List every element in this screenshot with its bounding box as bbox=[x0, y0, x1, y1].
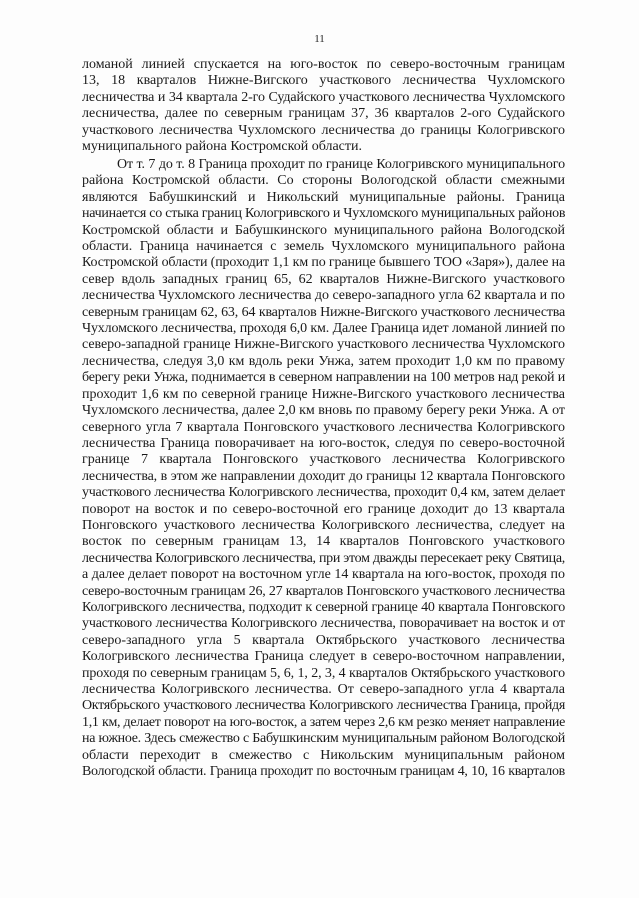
text-line: 13, 18 кварталов Нижне-Вигского участкового лесничества Чухломского bbox=[82, 73, 565, 89]
text-line: лесничества Чухломского лесничества до северо-западного угла 62 квартала и по bbox=[82, 288, 565, 304]
text-line: северо-восточным границам 26, 27 кварталов Понговского участкового лесничества bbox=[82, 583, 565, 599]
text-line: поворот на восток и по северо-восточной его границе доходит до 13 квартала bbox=[82, 501, 565, 517]
text-line: Костромской области и Бабушкинского муниципального района Вологодской bbox=[82, 222, 565, 238]
text-line: 1,1 км, делает поворот на юго-восток, а затем через 2,6 км резко меняет направление bbox=[82, 714, 565, 730]
text-line: границе 7 квартала Понговского участкового лесничества Кологривского bbox=[82, 452, 565, 468]
text-line: лесничества и 34 квартала 2-го Судайского участкового лесничества Чухломского bbox=[82, 89, 565, 105]
text-line: муниципального района Костромской области. bbox=[82, 139, 363, 155]
page-number: 11 bbox=[314, 33, 325, 45]
text-line: северо-западной границе Нижне-Вигского участкового лесничества Чухломского bbox=[82, 337, 565, 353]
text-line: Вологодской области. Граница проходит по восточным границам 4, 10, 16 кварталов bbox=[82, 764, 565, 780]
text-line: От т. 7 до т. 8 Граница проходит по границе Кологривского муниципального bbox=[117, 157, 565, 172]
text-line: а далее делает поворот на восточном угле 14 квартала на юго-восток, проходя по bbox=[82, 567, 565, 583]
text-line: лесничества, далее по северным границам 37, 36 кварталов 2-ого Судайского bbox=[82, 106, 565, 122]
text-line: лесничества, в этом же направлении доходит до границы 12 квартала Понговского bbox=[82, 468, 565, 484]
text-line: проходит 1,6 км по северной границе Нижне-Вигского участкового лесничества bbox=[82, 386, 565, 402]
text-line: лесничества, следуя 3,0 км вдоль реки Унжа, затем проходит 1,0 км по правому bbox=[82, 353, 565, 369]
text-line: области переходит в смежество с Никольским муниципальным районом bbox=[82, 747, 565, 763]
text-line: на южное. Здесь смежество с Бабушкинским муниципальным районом Вологодской bbox=[82, 731, 565, 747]
text-line: Октябрьского участкового лесничества Кологривского лесничества Граница, пройдя bbox=[82, 698, 565, 714]
text-line: Чухломского лесничества, проходя 6,0 км. Далее Граница идет ломаной линией по bbox=[82, 321, 565, 337]
text-line: берегу реки Унжа, поднимается в северном направлении на 100 метров над рекой и bbox=[82, 370, 565, 386]
text-line: лесничества Кологривского лесничества. От северо-западного угла 4 квартала bbox=[82, 682, 565, 697]
text-line: Костромской области (проходит 1,1 км по границе бывшего ТОО «Заря»), далее на bbox=[82, 255, 566, 271]
text-line: лесничества Граница поворачивает на юго-восток, следуя по северо-восточной bbox=[82, 435, 565, 451]
text-line: ломаной линией спускается на юго-восток по северо-восточным границам bbox=[82, 57, 565, 72]
text-line: Понговского участкового лесничества Кологривского лесничества, следует на bbox=[82, 517, 565, 533]
text-line: северо-западного угла 5 квартала Октябрьского участкового лесничества bbox=[82, 632, 565, 648]
text-line: северного угла 7 квартала Понговского участкового лесничества Кологривского bbox=[82, 419, 565, 435]
text-line: проходя по северным границам 5, 6, 1, 2, 3, 4 кварталов Октябрьского участкового bbox=[82, 665, 565, 681]
text-line: начинается со стыка границ Кологривского и Чухломского муниципальных районов bbox=[82, 206, 566, 222]
text-line: участкового лесничества Кологривского лесничества, поворачивает на восток и от bbox=[82, 616, 565, 632]
paragraph-2 bbox=[82, 157, 565, 780]
text-line: области. Граница начинается с земель Чухломского муниципального района bbox=[82, 239, 565, 255]
text-line: Кологривского лесничества Граница следует в северо-восточном направлении, bbox=[82, 649, 565, 665]
text-line: восток по северным границам 13, 14 кварталов Понговского участкового bbox=[82, 534, 565, 550]
text-line: Кологривского лесничества, подходит к северной границе 40 квартала Понговского bbox=[82, 599, 565, 615]
paragraph-1 bbox=[82, 57, 565, 155]
text-line: северным границам 62, 63, 64 кварталов Нижне-Вигского участкового лесничества bbox=[82, 304, 565, 320]
text-line: Чухломского лесничества, далее 2,0 км вновь по правому берегу реки Унжа. А от bbox=[82, 403, 565, 419]
text-line: лесничества Кологривского лесничества, при этом дважды пересекает реку Святица, bbox=[82, 550, 565, 566]
text-line: север вдоль западных границ 65, 62 кварталов Нижне-Вигского участкового bbox=[82, 271, 565, 287]
text-line: района Костромской области. Со стороны Вологодской области смежными bbox=[82, 173, 565, 189]
text-line: участкового лесничества Чухломского лесничества до границы Кологривского bbox=[82, 122, 565, 138]
text-line: являются Бабушкинский и Никольский муниципальные районы. Граница bbox=[82, 189, 565, 205]
text-line: участкового лесничества Кологривского лесничества, проходит 0,4 км, затем делает bbox=[82, 485, 565, 501]
